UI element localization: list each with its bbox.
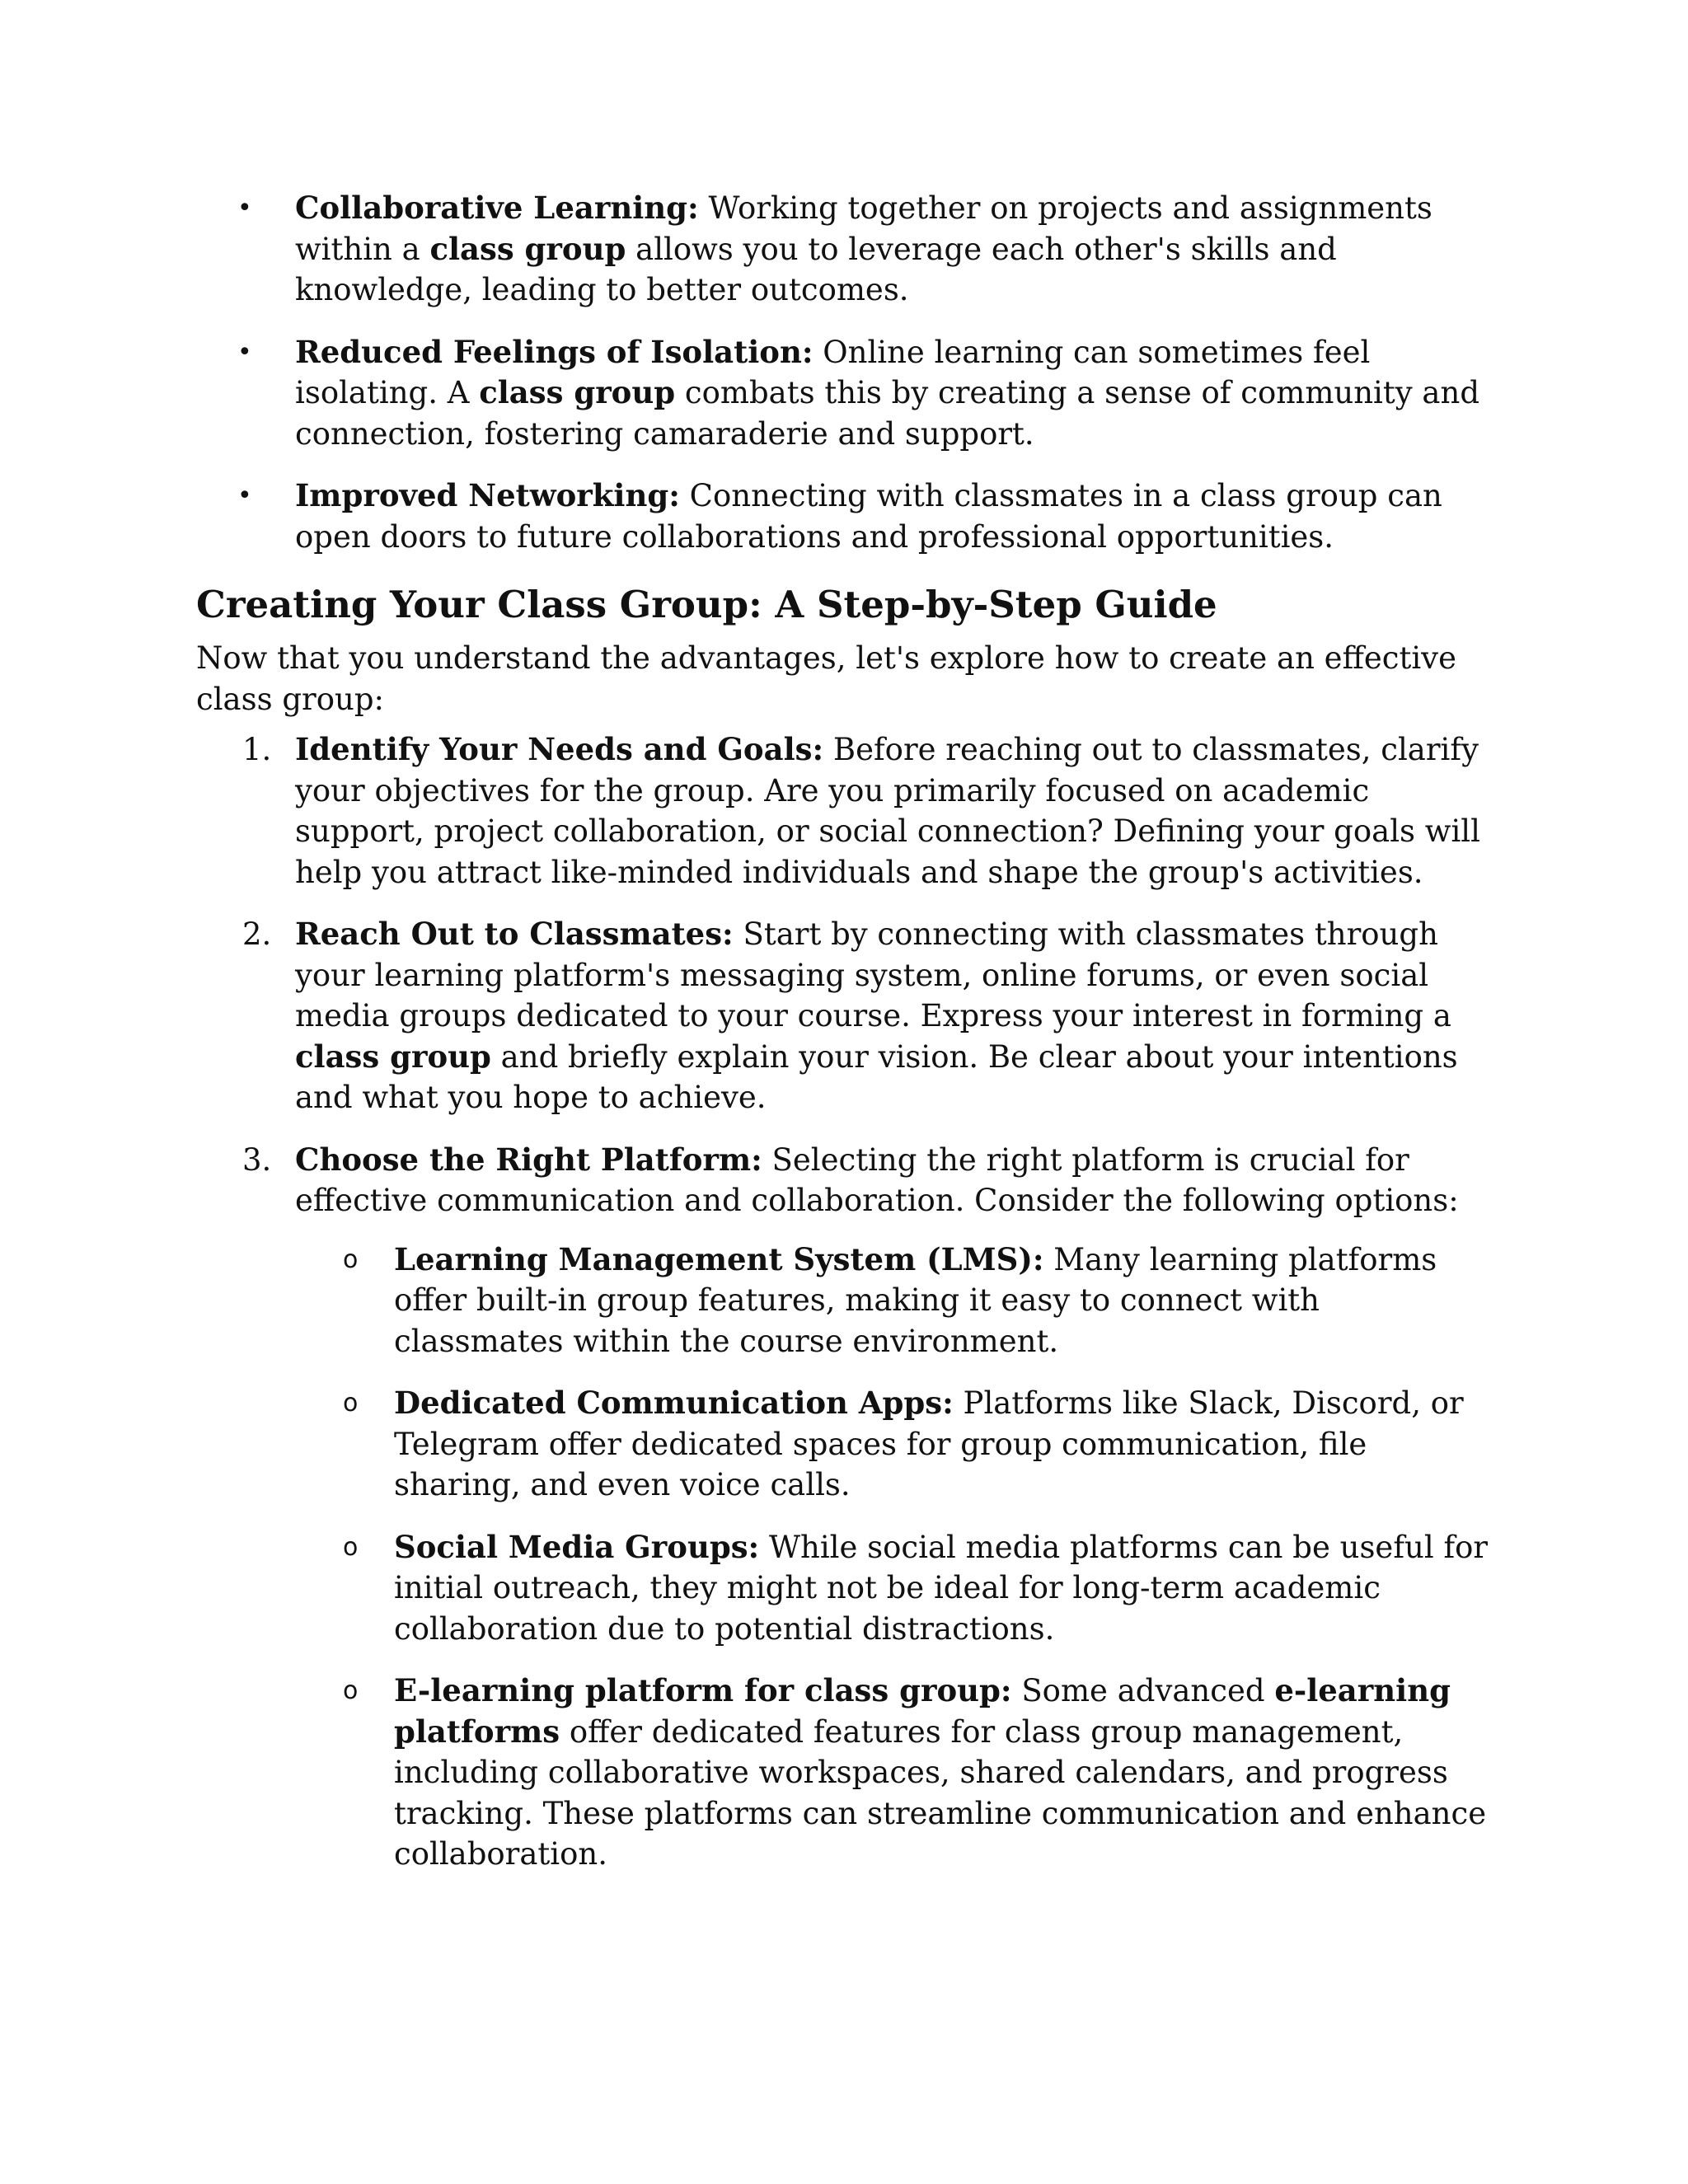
document-page [196, 188, 1498, 1896]
step-text: Selecting the right platform is crucial for effective communication and collaboration. Consider the following options: [295, 1141, 1459, 1218]
bullet-marker: • [237, 481, 252, 510]
option-term: E-learning platform for class group: [394, 1672, 1012, 1708]
option-item [295, 1240, 1498, 1362]
option-text: Many learning platforms offer built-in group features, making it easy to connect with classmates within the course environment. [394, 1241, 1437, 1359]
item-emphasis: class group [429, 230, 626, 267]
step-number: 2. [242, 916, 272, 952]
option-item [295, 1527, 1498, 1650]
item-emphasis: class group [479, 374, 676, 410]
sub-bullet-marker: o [343, 1244, 359, 1274]
step-item [196, 914, 1498, 1118]
step-item [196, 729, 1498, 893]
option-item [295, 1671, 1498, 1875]
bullet-marker: • [237, 337, 252, 367]
step-emphasis: class group [295, 1038, 491, 1075]
option-text: Some advanced [1011, 1673, 1275, 1708]
option-term: Dedicated Communication Apps: [394, 1385, 954, 1421]
step-text: and briefly explain your vision. Be clear about your intentions and what you hope to achieve. [295, 1038, 1458, 1115]
bullet-marker: • [237, 194, 252, 223]
option-text: While social media platforms can be useful for initial outreach, they might not be ideal for long-term academic collaboration due to potential distractions. [394, 1529, 1489, 1647]
section-heading: Creating Your Class Group: A Step-by-Step Guide [196, 583, 1217, 626]
step-term: Choose the Right Platform: [295, 1141, 762, 1178]
platform-options-list [295, 1240, 1498, 1875]
item-term: Reduced Feelings of Isolation: [295, 333, 814, 370]
intro-paragraph: Now that you understand the advantages, let's explore how to create an effective class group: [196, 640, 1456, 717]
item-text: combats this by creating a sense of community and connection, fostering camaraderie and support. [295, 375, 1479, 452]
list-item [196, 332, 1498, 455]
list-item [196, 188, 1498, 311]
option-text: Platforms like Slack, Discord, or Telegram offer dedicated spaces for group communication, file sharing, and even voice calls. [394, 1385, 1464, 1502]
option-term: Social Media Groups: [394, 1528, 760, 1565]
item-term: Improved Networking: [295, 477, 680, 513]
step-term: Reach Out to Classmates: [295, 916, 734, 952]
list-item [196, 476, 1498, 557]
item-text: Connecting with classmates in a class group can open doors to future collaborations and professional opportunities. [295, 478, 1442, 555]
item-text: Online learning can sometimes feel isolating. A [295, 334, 1371, 410]
sub-bullet-marker: o [343, 1676, 359, 1705]
option-text: offer dedicated features for class group management, including collaborative workspaces, shared calendars, and progress tracking. These platforms can streamline communication and enhance collaboration. [394, 1713, 1487, 1872]
sub-bullet-marker: o [343, 1532, 359, 1562]
option-term: Learning Management System (LMS): [394, 1240, 1044, 1277]
step-number: 3. [242, 1141, 272, 1178]
item-term: Collaborative Learning: [295, 190, 699, 226]
option-emphasis: e-learning platforms [394, 1672, 1451, 1750]
step-number: 1. [242, 732, 272, 767]
step-item [196, 1140, 1498, 1875]
sub-bullet-marker: o [343, 1389, 359, 1418]
step-text: Start by connecting with classmates through your learning platform's messaging system, online forums, or even social media groups dedicated to your course. Express your interest in forming a [295, 916, 1451, 1033]
step-text: Before reaching out to classmates, clarify your objectives for the group. Are you primarily focused on academic support, project collaboration, or social connection? Defining your goals will help you attract like-minded individuals and shape the group's activities. [295, 732, 1480, 890]
step-term: Identify Your Needs and Goals: [295, 731, 824, 767]
benefits-list [196, 188, 1498, 557]
steps-list [196, 729, 1498, 1875]
option-item [295, 1383, 1498, 1506]
item-text: Working together on projects and assignments within a [295, 190, 1432, 267]
item-text: allows you to leverage each other's skills and knowledge, leading to better outcomes. [295, 231, 1337, 307]
